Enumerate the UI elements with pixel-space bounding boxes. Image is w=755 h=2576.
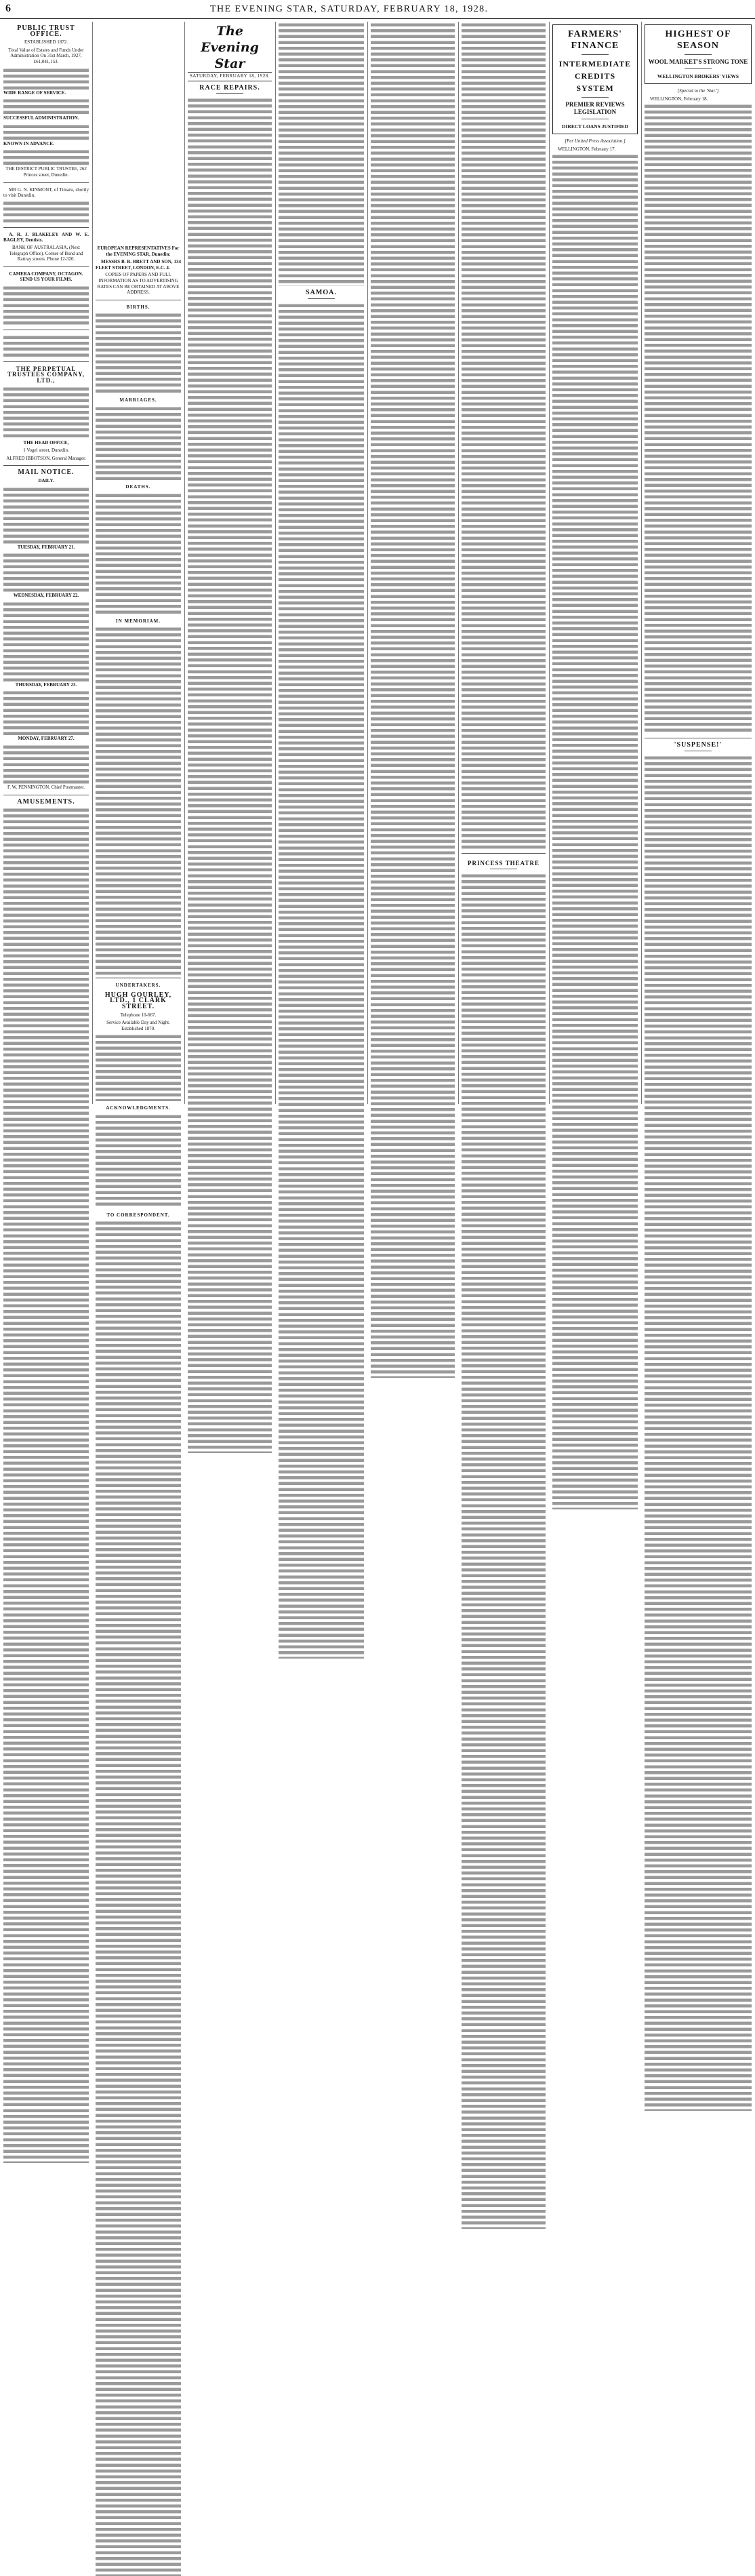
- editorial-text: [279, 22, 364, 286]
- blakeley-ad: A. R. J. BLAKELEY AND W. E. BAGLEY, Dentists.: [3, 231, 89, 243]
- established-line: ESTABLISHED 1872.: [24, 39, 68, 45]
- text-block: [3, 334, 89, 357]
- column-2: [92, 22, 184, 1218]
- intermediate-credits-heading: INTERMEDIATE CREDITS SYSTEM: [558, 59, 632, 93]
- text-block: [3, 552, 89, 593]
- ibbotson: ALFRED IBBOTSON, General Manager.: [6, 455, 86, 461]
- text-block: [3, 690, 89, 736]
- divider: [3, 465, 89, 466]
- editorial-text: [188, 97, 272, 1453]
- divider: [685, 54, 712, 55]
- samoa-heading: SAMOA.: [306, 289, 337, 296]
- telephone-line: Telephone 10-667.: [120, 1012, 157, 1018]
- gourley-ad: HUGH GOURLEY, LTD., 1 CLARK STREET.: [104, 991, 172, 1010]
- district-office: THE DISTRICT PUBLIC TRUSTEE, 262 Princes street, Dunedin.: [5, 166, 87, 178]
- wellington-dateline: WELLINGTON, February 17.: [558, 146, 616, 152]
- text-block: [96, 1033, 181, 1101]
- column-8: [641, 22, 755, 1104]
- editorial-dateline: SATURDAY, FEBRUARY 18, 1928.: [188, 73, 272, 81]
- news-text: [462, 873, 546, 2229]
- column-5: [367, 22, 458, 1104]
- news-text: [462, 22, 546, 849]
- divider: [581, 54, 609, 55]
- births-heading: BIRTHS.: [126, 304, 150, 310]
- copies-notice: COPIES OF PAPERS AND FULL INFORMATION AS TO ADVERTISING RATES CAN BE OBTAINED AT ABOVE ADDRESS.: [97, 272, 180, 296]
- column-3: [184, 22, 275, 1104]
- direct-loans-subheading: DIRECT LOANS JUSTIFIED: [562, 123, 628, 130]
- news-text: [371, 22, 455, 1378]
- service-line: Service Available Day and Night. Established 1870.: [106, 1020, 170, 1031]
- deaths-heading: DEATHS.: [125, 483, 151, 490]
- wednesday-heading: WEDNESDAY, FEBRUARY 22.: [13, 593, 79, 599]
- text-block: [3, 98, 89, 115]
- column-1: [0, 22, 92, 1104]
- text-block: [3, 200, 89, 223]
- race-repairs-heading: RACE REPAIRS.: [199, 83, 260, 92]
- wool-market-box: [645, 24, 752, 84]
- farmers-finance-box: [552, 24, 638, 134]
- news-text: [645, 755, 752, 2111]
- european-heading: EUROPEAN REPRESENTATIVES For the EVENING STAR, Dunedin:: [97, 245, 180, 257]
- vogel-street: 1 Vogel street, Dunedin.: [23, 448, 69, 454]
- text-block: [96, 492, 181, 614]
- text-block: [3, 285, 89, 325]
- divider: [3, 266, 89, 267]
- column-4: [275, 22, 367, 1104]
- bank-ad: BANK OF AUSTRALASIA, (Next Telegraph Office). Corner of Bond and Rattray streets. Phone 12-320.: [9, 244, 83, 262]
- perpetual-heading: THE PERPETUAL TRUSTEES COMPANY, LTD.,: [7, 365, 85, 384]
- wool-market-subheading: WOOL MARKET'S STRONG TONE: [648, 58, 748, 65]
- pennington: F. W. PENNINGTON, Chief Postmaster.: [7, 785, 85, 790]
- divider: [685, 68, 712, 69]
- text-block: [3, 601, 89, 682]
- text-block: [96, 1220, 181, 2576]
- text-block: [96, 312, 181, 393]
- text-block: [96, 405, 181, 480]
- divider: [581, 97, 609, 98]
- text-block: [3, 744, 89, 785]
- highest-of-season-heading: HIGHEST OF SEASON: [665, 29, 731, 51]
- text-block: [96, 626, 181, 978]
- total-value-line: Total Value of Estates and Funds Under Administration On 31st March, 1927, £61,041,153.: [8, 47, 84, 64]
- in-memoriam-heading: IN MEMORIAM.: [115, 618, 161, 624]
- divider: [462, 853, 546, 854]
- marriages-heading: MARRIAGES.: [119, 397, 157, 403]
- special-source: [Special to the 'Star.']: [677, 88, 719, 94]
- mail-notice-heading: MAIL NOTICE.: [18, 469, 75, 477]
- text-block: [96, 1113, 181, 1208]
- successful-admin-heading: SUCCESSFUL ADMINISTRATION.: [3, 115, 79, 121]
- text-block: [3, 486, 89, 544]
- text-block: [3, 123, 89, 141]
- acknowledgments-heading: ACKNOWLEDGMENTS.: [106, 1105, 171, 1111]
- thursday-heading: THURSDAY, FEBRUARY 23.: [15, 681, 77, 688]
- known-heading: KNOWN IN ADVANCE.: [3, 140, 54, 146]
- wide-range-heading: WIDE RANGE OF SERVICE.: [3, 90, 66, 96]
- divider: [3, 361, 89, 362]
- masthead: [0, 0, 755, 19]
- newspaper-logo: The Evening Star: [188, 23, 272, 73]
- text-block: [3, 807, 89, 2163]
- text-block: [3, 67, 89, 90]
- camera-ad: CAMERA COMPANY, OCTAGON. SEND US YOUR FILMS.: [9, 271, 83, 283]
- public-trust-heading: PUBLIC TRUST OFFICE.: [17, 24, 75, 38]
- wellington-brokers-subheading: WELLINGTON BROKERS' VIEWS: [657, 73, 739, 79]
- masthead-title: THE EVENING STAR, SATURDAY, FEBRUARY 18, 1928.: [210, 4, 489, 14]
- princess-theatre-heading: PRINCESS THEATRE: [468, 860, 539, 867]
- divider: [3, 227, 89, 228]
- news-text: [645, 103, 752, 734]
- head-office: THE HEAD OFFICE,: [23, 439, 69, 445]
- tuesday-heading: TUESDAY, FEBRUARY 21.: [17, 544, 75, 550]
- column-6: [458, 22, 549, 1104]
- press-source: [Per United Press Association.]: [565, 138, 626, 144]
- column-7: [549, 22, 641, 1104]
- divider: [216, 93, 243, 94]
- monday-heading: MONDAY, FEBRUARY 27.: [18, 736, 75, 742]
- amusements-heading: AMUSEMENTS.: [17, 797, 75, 806]
- news-text: [552, 153, 638, 1509]
- brett-address: MESSRS B. R. BRETT AND SON, 134 FLEET STREET, LONDON, E.C. 4.: [96, 259, 181, 271]
- editorial-text: [279, 302, 364, 1659]
- farmers-finance-heading: FARMERS' FINANCE: [567, 29, 623, 51]
- divider: [308, 298, 335, 299]
- text-block: [3, 386, 89, 440]
- suspense-heading: 'SUSPENSE!': [674, 741, 722, 749]
- divider: [3, 182, 89, 183]
- kinmont-ad: MR G. N. KINMONT, of Timaru, shortly to visit Dunedin.: [3, 186, 89, 199]
- to-correspondent-heading: TO CORRESPONDENT.: [106, 1212, 170, 1218]
- undertakers-heading: UNDERTAKERS.: [115, 983, 161, 989]
- wool-dateline: WELLINGTON, February 18.: [650, 96, 708, 102]
- premier-subheading: PREMIER REVIEWS LEGISLATION: [565, 101, 625, 115]
- text-block: [3, 148, 89, 166]
- page-number: 6: [5, 3, 11, 14]
- daily-heading: DAILY.: [38, 478, 54, 484]
